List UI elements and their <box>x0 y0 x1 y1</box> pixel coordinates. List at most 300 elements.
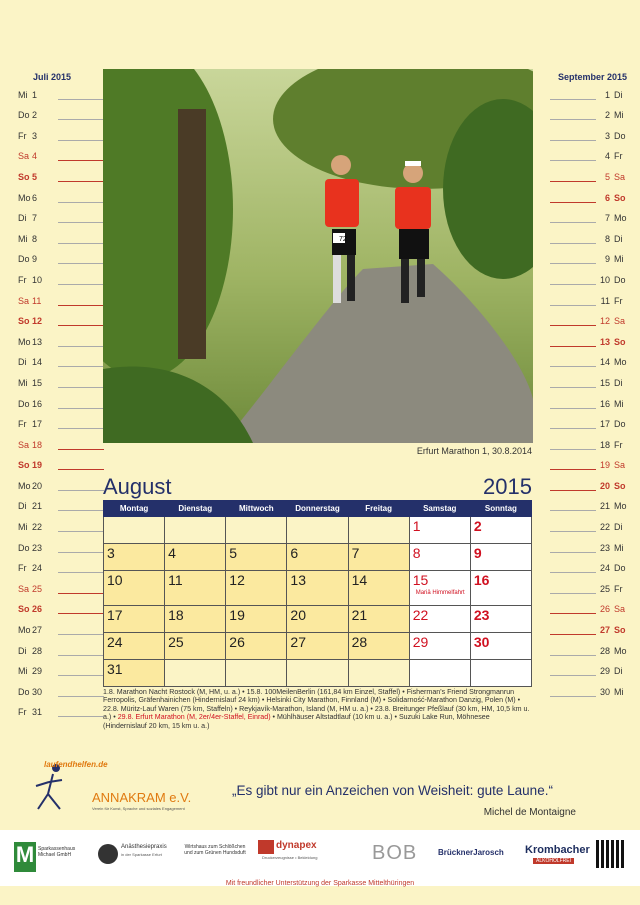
side-day-number: 10 <box>32 274 43 285</box>
calendar-day-cell <box>287 517 348 544</box>
calendar-week <box>104 660 532 687</box>
side-weekday: Sa <box>18 295 30 306</box>
side-day-row <box>550 473 626 494</box>
side-day-number: 8 <box>604 233 610 244</box>
day-number: 5 <box>229 545 238 561</box>
side-weekday: Mi <box>18 666 28 677</box>
side-weekday: So <box>614 336 626 347</box>
side-day-row <box>550 638 627 659</box>
side-day-row <box>550 535 622 556</box>
calendar-week <box>104 606 532 633</box>
month-title: August <box>103 474 172 499</box>
side-writing-line <box>58 428 104 429</box>
side-day-row <box>550 144 622 165</box>
side-weekday: Mi <box>18 233 28 244</box>
calendar-day-cell <box>226 517 287 544</box>
quote-author: Michel de Montaigne <box>483 807 576 818</box>
side-writing-line <box>550 325 596 326</box>
side-weekday: Do <box>18 110 30 121</box>
calendar-day-cell <box>165 660 226 687</box>
side-writing-line <box>58 284 104 285</box>
side-day-number: 20 <box>32 480 43 491</box>
side-weekday: So <box>18 171 30 182</box>
side-weekday: Mi <box>614 686 624 697</box>
side-day-row <box>18 700 90 721</box>
weekday-header: Samstag <box>409 501 470 517</box>
side-weekday: Di <box>614 377 623 388</box>
side-weekday: Fr <box>614 295 623 306</box>
weekday-header: Donnerstag <box>287 501 348 517</box>
side-weekday: Do <box>614 274 626 285</box>
side-writing-line <box>58 202 104 203</box>
side-day-number: 22 <box>32 522 43 533</box>
side-writing-line <box>550 510 596 511</box>
side-writing-line <box>58 675 104 676</box>
dynapex-icon <box>258 840 274 854</box>
day-number: 3 <box>107 545 115 561</box>
calendar-day-cell <box>226 660 287 687</box>
side-day-row <box>18 473 90 494</box>
calendar-day-cell <box>348 571 409 606</box>
month-calendar <box>103 500 532 687</box>
side-weekday: Mo <box>18 480 31 491</box>
side-day-row <box>18 412 90 433</box>
side-day-number: 26 <box>32 604 43 615</box>
year-title: 2015 <box>483 474 532 499</box>
side-day-number: 23 <box>599 542 610 553</box>
side-day-number: 24 <box>599 563 610 574</box>
side-weekday: Do <box>18 254 30 265</box>
side-writing-line <box>550 222 596 223</box>
side-writing-line <box>550 387 596 388</box>
side-day-row <box>18 226 90 247</box>
side-writing-line <box>550 572 596 573</box>
bob-logo: BOB <box>372 842 418 864</box>
side-day-number: 2 <box>604 110 610 121</box>
side-writing-line <box>58 305 104 306</box>
day-number: 30 <box>473 634 490 650</box>
day-number: 15 <box>412 572 429 588</box>
side-writing-line <box>58 696 104 697</box>
side-weekday: Fr <box>614 583 623 594</box>
calendar-day-cell <box>165 517 226 544</box>
calendar-day-cell <box>470 660 531 687</box>
krombacher-subtitle: ALKOHOLFREI <box>533 858 574 864</box>
calendar-day-cell <box>348 633 409 660</box>
side-day-row <box>550 576 622 597</box>
side-day-number: 15 <box>599 377 610 388</box>
side-day-row <box>550 432 622 453</box>
weekday-header: Montag <box>104 501 165 517</box>
calendar-day-cell <box>165 606 226 633</box>
side-weekday: Mo <box>614 357 627 368</box>
day-number: 7 <box>351 545 360 561</box>
side-day-row <box>550 412 626 433</box>
bib-number: 72 <box>339 236 347 243</box>
day-number: 4 <box>168 545 176 561</box>
side-day-number: 19 <box>32 460 43 471</box>
side-day-row <box>550 164 626 185</box>
day-number: 14 <box>351 572 368 588</box>
calendar-day-cell <box>409 517 470 544</box>
side-weekday: So <box>18 460 30 471</box>
day-number: 27 <box>290 634 306 650</box>
day-number: 10 <box>107 572 123 588</box>
side-day-number: 7 <box>32 213 38 224</box>
side-writing-line <box>58 490 104 491</box>
side-writing-line <box>550 305 596 306</box>
side-day-number: 4 <box>604 151 610 162</box>
side-writing-line <box>58 716 104 717</box>
side-weekday: Di <box>18 357 27 368</box>
side-day-number: 27 <box>599 625 610 636</box>
side-writing-line <box>58 613 104 614</box>
calendar-day-cell <box>226 571 287 606</box>
side-day-row <box>550 206 627 227</box>
side-writing-line <box>550 263 596 264</box>
calendar-day-cell <box>226 606 287 633</box>
day-number: 6 <box>290 545 299 561</box>
calendar-day-cell <box>287 633 348 660</box>
side-weekday: Mi <box>18 89 28 100</box>
side-day-row <box>18 679 90 700</box>
side-weekday: Do <box>614 419 626 430</box>
side-day-row <box>18 164 90 185</box>
side-day-row <box>550 514 622 535</box>
side-day-number: 30 <box>32 686 43 697</box>
side-weekday: Mi <box>614 542 624 553</box>
side-writing-line <box>550 490 596 491</box>
side-day-row <box>550 267 626 288</box>
anaesthesie-icon <box>98 844 118 864</box>
event-text: • Mühlhäuser Altstadtlauf (10 km u. a.) • Suzuki Lake Run, Möhnesee (Hindernislauf 20 km, 15 km u. a.) <box>103 713 490 730</box>
side-writing-line <box>550 531 596 532</box>
side-day-number: 16 <box>599 398 610 409</box>
calendar-day-cell <box>470 517 531 544</box>
side-day-row <box>550 226 622 247</box>
calendar-day-cell <box>409 633 470 660</box>
sparkasse-logo-mark: M <box>14 842 36 872</box>
side-day-row <box>550 309 626 330</box>
calendar-day-cell <box>104 544 165 571</box>
side-weekday: Di <box>614 666 623 677</box>
side-day-row <box>550 350 627 371</box>
side-day-row <box>18 206 90 227</box>
calendar-day-cell <box>104 633 165 660</box>
side-day-number: 12 <box>599 316 610 327</box>
side-day-row <box>550 288 622 309</box>
side-day-row <box>550 494 627 515</box>
side-weekday: Do <box>614 563 626 574</box>
side-writing-line <box>550 428 596 429</box>
side-day-number: 1 <box>604 89 610 100</box>
side-day-number: 11 <box>32 295 42 306</box>
sponsor-logos <box>0 830 640 886</box>
calendar-day-cell <box>348 544 409 571</box>
day-number: 16 <box>473 572 490 588</box>
calendar-day-cell <box>226 544 287 571</box>
side-weekday: Mi <box>614 398 624 409</box>
side-day-number: 4 <box>32 151 38 162</box>
side-weekday: Mi <box>18 377 28 388</box>
day-number: 23 <box>473 607 490 623</box>
side-weekday: Do <box>614 130 626 141</box>
side-day-row <box>550 247 622 268</box>
side-weekday: Mo <box>614 213 627 224</box>
side-day-row <box>18 638 90 659</box>
day-number: 26 <box>229 634 245 650</box>
side-weekday: Fr <box>18 274 27 285</box>
side-day-row <box>550 370 622 391</box>
side-writing-line <box>550 346 596 347</box>
side-weekday: Mi <box>18 522 28 533</box>
side-weekday: Do <box>18 542 30 553</box>
calendar-day-cell <box>470 606 531 633</box>
side-day-row <box>18 350 90 371</box>
day-number: 18 <box>168 607 184 623</box>
side-day-number: 6 <box>604 192 610 203</box>
side-weekday: Do <box>18 686 30 697</box>
side-day-row <box>550 123 626 144</box>
side-day-number: 27 <box>32 625 43 636</box>
side-weekday: Sa <box>614 171 626 182</box>
day-number: 19 <box>229 607 245 623</box>
laufend-helfen-logo: laufendhelfen.de <box>44 760 108 769</box>
side-day-row <box>18 453 90 474</box>
side-day-number: 18 <box>599 439 610 450</box>
calendar-day-cell <box>409 571 470 606</box>
right-month-list <box>550 82 627 700</box>
calendar-day-cell <box>104 606 165 633</box>
side-weekday: Di <box>18 213 27 224</box>
running-photo <box>103 69 533 443</box>
day-number: 13 <box>290 572 306 588</box>
side-writing-line <box>550 243 596 244</box>
side-day-number: 26 <box>599 604 610 615</box>
side-day-number: 3 <box>604 130 610 141</box>
calendar-day-cell <box>287 544 348 571</box>
day-number: 12 <box>229 572 245 588</box>
sponsor-note: Mit freundlicher Unterstützung der Sparkasse Mittelthüringen <box>225 880 415 887</box>
side-weekday: Mi <box>614 110 624 121</box>
dynapex-logo: dynapex <box>276 840 317 851</box>
side-day-row <box>18 391 90 412</box>
calendar-day-cell <box>409 606 470 633</box>
side-writing-line <box>58 325 104 326</box>
side-day-row <box>550 329 626 350</box>
left-month-header: Juli 2015 <box>33 72 72 82</box>
weekday-header: Dienstag <box>165 501 226 517</box>
calendar-day-cell <box>348 517 409 544</box>
side-weekday: Sa <box>614 460 626 471</box>
day-number: 11 <box>168 572 183 588</box>
side-weekday: Mo <box>614 645 627 656</box>
side-day-number: 24 <box>32 563 43 574</box>
weekday-header: Mittwoch <box>226 501 287 517</box>
side-day-row <box>18 144 90 165</box>
side-day-number: 5 <box>32 171 38 182</box>
side-day-number: 13 <box>32 336 43 347</box>
side-writing-line <box>58 387 104 388</box>
event-list <box>103 688 533 730</box>
side-weekday: Do <box>18 398 30 409</box>
side-day-number: 2 <box>32 110 38 121</box>
day-number: 28 <box>351 634 368 650</box>
calendar-week <box>104 517 532 544</box>
side-writing-line <box>550 634 596 635</box>
side-weekday: Fr <box>614 151 623 162</box>
calendar-day-cell <box>287 660 348 687</box>
side-writing-line <box>58 593 104 594</box>
side-day-row <box>18 309 90 330</box>
side-day-row <box>18 494 90 515</box>
day-number: 9 <box>473 545 482 561</box>
left-month-list <box>18 82 90 720</box>
side-weekday: Fr <box>18 707 27 718</box>
side-weekday: Fr <box>18 563 27 574</box>
side-weekday: Fr <box>18 419 27 430</box>
side-day-row <box>18 82 90 103</box>
side-day-number: 3 <box>32 130 38 141</box>
side-weekday: So <box>614 480 626 491</box>
side-writing-line <box>550 181 596 182</box>
calendar-day-cell <box>226 633 287 660</box>
side-day-number: 17 <box>599 419 610 430</box>
event-text: 29.8. Erfurt Marathon (M, 2er/4er-Staffel, Einrad) <box>117 713 271 722</box>
anaesthesie-logo: Anästhesiepraxis <box>121 844 167 850</box>
side-day-row <box>18 370 90 391</box>
calendar-day-cell <box>165 633 226 660</box>
side-weekday: So <box>614 192 626 203</box>
side-day-number: 6 <box>32 192 38 203</box>
side-writing-line <box>58 449 104 450</box>
side-day-row <box>550 679 622 700</box>
side-writing-line <box>550 408 596 409</box>
side-writing-line <box>58 531 104 532</box>
side-day-number: 1 <box>32 89 38 100</box>
side-day-number: 22 <box>599 522 610 533</box>
day-number: 21 <box>351 607 368 623</box>
side-day-number: 28 <box>32 645 43 656</box>
calendar-day-cell <box>287 606 348 633</box>
side-day-row <box>550 597 626 618</box>
side-day-number: 16 <box>32 398 43 409</box>
side-weekday: Sa <box>18 583 30 594</box>
side-day-row <box>18 267 90 288</box>
side-day-number: 10 <box>599 274 610 285</box>
side-day-row <box>18 659 90 680</box>
day-number: 17 <box>107 607 123 623</box>
side-weekday: Mo <box>18 192 31 203</box>
calendar-day-cell <box>470 544 531 571</box>
day-number: 20 <box>290 607 306 623</box>
side-writing-line <box>58 140 104 141</box>
side-writing-line <box>550 552 596 553</box>
side-weekday: Di <box>18 501 27 512</box>
side-day-number: 14 <box>599 357 610 368</box>
side-writing-line <box>550 675 596 676</box>
holiday-label: Mariä Himmelfahrt <box>415 590 465 596</box>
side-writing-line <box>58 119 104 120</box>
side-day-number: 8 <box>32 233 38 244</box>
calendar-week <box>104 544 532 571</box>
calendar-day-cell <box>348 606 409 633</box>
side-weekday: Di <box>18 645 27 656</box>
krombacher-logo: Krombacher <box>525 844 590 856</box>
annakram-logo: ANNAKRAM e.V. <box>92 790 192 805</box>
side-weekday: Sa <box>18 439 30 450</box>
side-writing-line <box>550 119 596 120</box>
side-day-number: 29 <box>32 666 43 677</box>
side-day-row <box>18 185 90 206</box>
calendar-day-cell <box>409 660 470 687</box>
side-writing-line <box>58 655 104 656</box>
calendar-day-cell <box>104 660 165 687</box>
side-day-row <box>550 556 626 577</box>
day-number: 29 <box>412 634 429 650</box>
side-weekday: Di <box>614 233 623 244</box>
side-day-row <box>18 123 90 144</box>
side-writing-line <box>550 140 596 141</box>
side-writing-line <box>550 284 596 285</box>
side-weekday: Fr <box>18 130 27 141</box>
side-day-number: 17 <box>32 419 43 430</box>
side-day-number: 19 <box>599 460 610 471</box>
side-writing-line <box>550 655 596 656</box>
annakram-subtitle: Verein für Kunst, Sprache und soziales Engagement <box>92 806 185 811</box>
sparkasse-logo: Sparkassenhaus Michael GmbH <box>38 846 76 858</box>
side-day-number: 31 <box>32 707 43 718</box>
side-day-row <box>18 556 90 577</box>
brueckner-logo: BrücknerJarosch <box>438 848 504 857</box>
side-day-row <box>550 82 622 103</box>
side-day-number: 14 <box>32 357 43 368</box>
side-writing-line <box>550 160 596 161</box>
side-day-number: 21 <box>32 501 43 512</box>
side-weekday: Sa <box>614 604 626 615</box>
day-number: 8 <box>412 545 421 561</box>
side-weekday: Fr <box>614 439 623 450</box>
side-weekday: Sa <box>18 151 30 162</box>
side-day-row <box>550 185 626 206</box>
side-day-number: 18 <box>32 439 43 450</box>
event-text: 1.8. Marathon Nacht Rostock (M, HM, u. a.) • <box>103 688 247 696</box>
side-day-number: 15 <box>32 377 43 388</box>
side-weekday: Mo <box>18 336 31 347</box>
side-day-number: 5 <box>604 171 610 182</box>
side-day-number: 12 <box>32 316 43 327</box>
calendar-day-cell <box>165 571 226 606</box>
side-writing-line <box>58 572 104 573</box>
calendar-day-cell <box>104 571 165 606</box>
side-writing-line <box>58 634 104 635</box>
side-writing-line <box>58 552 104 553</box>
side-writing-line <box>550 469 596 470</box>
side-writing-line <box>58 99 104 100</box>
qr-code-icon <box>596 840 624 868</box>
side-day-number: 9 <box>604 254 610 265</box>
side-day-row <box>18 535 90 556</box>
side-weekday: So <box>18 316 30 327</box>
side-day-row <box>550 103 622 124</box>
day-number: 24 <box>107 634 123 650</box>
wirtshaus-logo: Wirtshaus zum Schlößchen und zum Grünen Hundsduft <box>184 844 246 856</box>
calendar-day-cell <box>165 544 226 571</box>
calendar-day-cell <box>409 544 470 571</box>
anaesthesie-subtitle: in der Sparkasse Erfurt <box>121 852 162 857</box>
quote-text: „Es gibt nur ein Anzeichen von Weisheit: gute Laune.“ <box>232 783 553 798</box>
side-day-row <box>550 391 622 412</box>
